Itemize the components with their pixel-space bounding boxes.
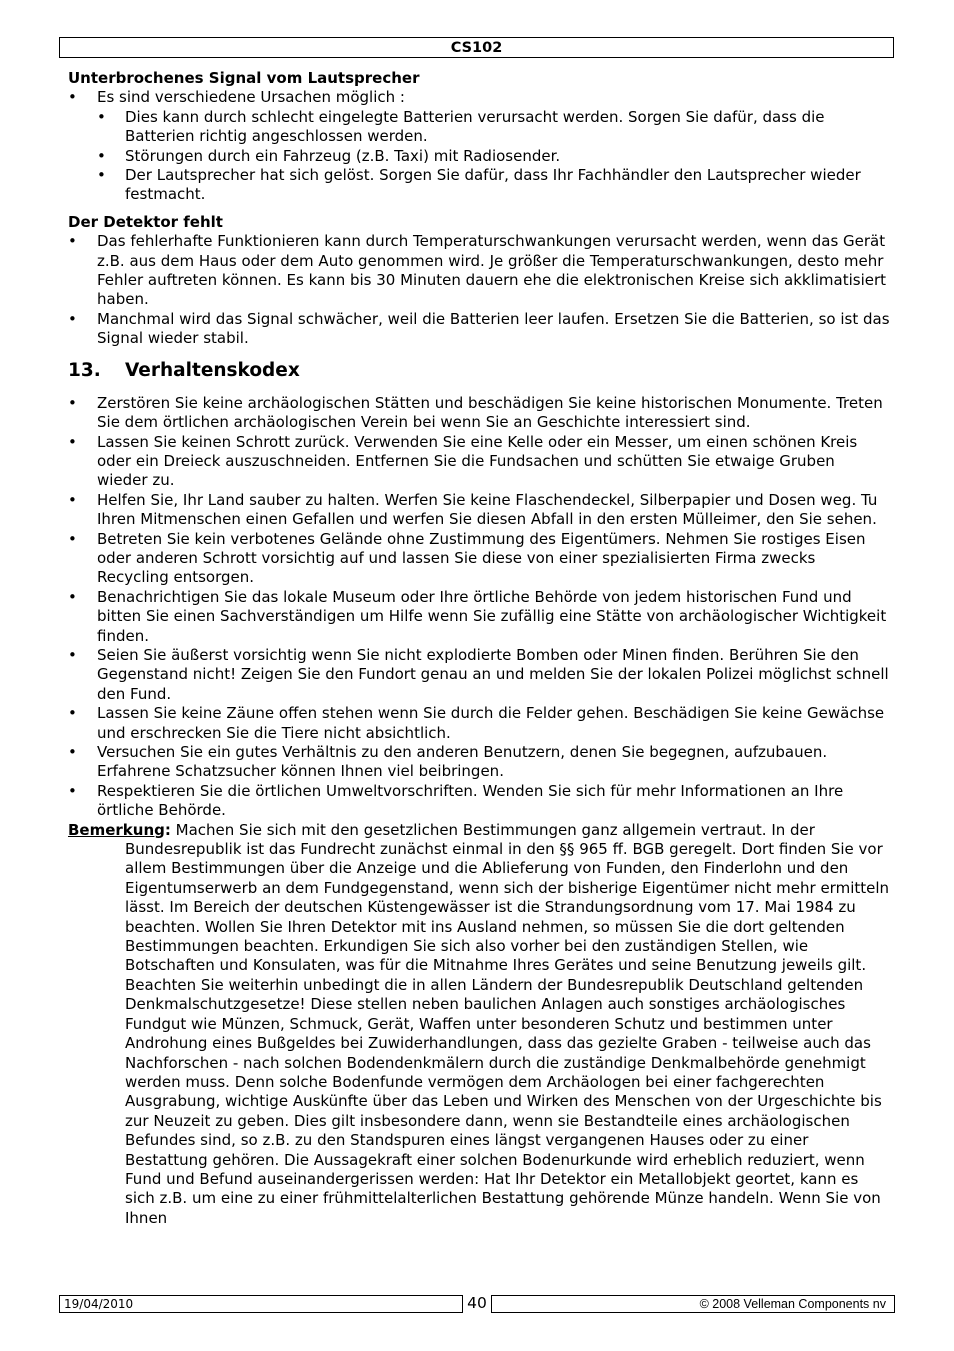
remark-first-line [68, 821, 890, 840]
remark-first-line-text: Machen Sie sich mit den gesetzlichen Bestimmungen ganz allgemein vertraut. In der [170, 820, 815, 839]
signal-list [68, 88, 890, 204]
remark-label: Bemerkung [68, 820, 165, 839]
section-number: 13. [68, 359, 101, 381]
list-item: • Lassen Sie keine Zäune offen stehen wenn Sie durch die Felder gehen. Beschädigen Sie keine Gewächse und erschrecken Sie die Tiere nicht absichtlich. [68, 704, 890, 743]
footer-copyright-box [491, 1295, 895, 1313]
list-item: • Störungen durch ein Fahrzeug (z.B. Taxi) mit Radiosender. [97, 147, 890, 166]
heading-interrupted-signal: Unterbrochenes Signal vom Lautsprecher [68, 69, 420, 87]
list-item: • Das fehlerhafte Funktionieren kann durch Temperaturschwankungen verursacht werden, wenn das Gerät z.B. aus dem Haus oder dem Auto genommen wird. Je größer die Temperaturschwankungen, desto mehr Fehler auftreten können. Es kann bis 30 Minuten dauern ehe die elektronischen Kreise sich akklimatisiert haben. [68, 232, 890, 310]
section-title: Verhaltenskodex [125, 359, 300, 381]
section-title-code-of-conduct [68, 359, 890, 383]
list-item: • Helfen Sie, Ihr Land sauber zu halten. Werfen Sie keine Flaschendeckel, Silberpapier und Dosen weg. Tu Ihren Mitmenschen einen Gefallen und werfen Sie diesen Abfall in den ersten Mülleimer, den Sie sehen. [68, 491, 890, 530]
signal-causes-list [97, 108, 890, 205]
list-item: • Betreten Sie kein verbotenes Gelände ohne Zustimmung des Eigentümers. Nehmen Sie rostiges Eisen oder anderen Schrott vorsichtig auf und lassen Sie diese von einer spezialisierten Firma zwecks Recycling entsorgen. [68, 530, 890, 588]
header-title: CS102 [450, 40, 503, 56]
remark-paragraph-2: Beachten Sie weiterhin unbedingt die in allen Ländern der Bundesrepublik Deutschland geltenden Denkmalschutzgesetze! Diese stellen neben baulichen Anlagen auch sonstiges archäologisches Fundgut wie Münzen, Schmuck, Gerät, Waffen unter besonderen Schutz und bestimmen unter Androhung eines Bußgeldes bei Zuwiderhandlungen, dass das gezielte Graben - teilweise auch das Nachforschen - nach solchen Bodendenkmälern durch die zuständige Denkmalbehörde genehmigt werden muss. Denn solche Bodenfunde vermögen dem Archäologen bei einer fachgerechten Ausgrabung, wichtige Auskünfte über das Leben und Wirken des Menschen von der Urgeschichte bis zur Neuzeit zu geben. Dies gilt insbesondere dann, wenn sie Bestandteile eines archäologischen Befundes sind, so z.B. zu den Standspuren eines längst vergangenen Hauses oder zu einer Bestattung gehören. Die Aussagekraft einer solchen Bodenurkunde wird erheblich reduziert, wenn Fund und Befund auseinandergerissen werden: Hat Ihr Detektor ein Metallobjekt geortet, kann es sich z.B. um eine zu einer frühmittelalterlichen Bestattung gehörende Münze handeln. Wenn Sie von Ihnen [125, 975, 882, 1227]
list-item: • Dies kann durch schlecht eingelegte Batterien verursacht werden. Sorgen Sie dafür, dass die Batterien richtig angeschlossen werden. [97, 108, 890, 147]
list-item: • Der Lautsprecher hat sich gelöst. Sorgen Sie dafür, dass Ihr Fachhändler den Lautsprecher wieder festmacht. [97, 166, 890, 205]
footer-copyright: © 2008 Velleman Components nv [699, 1297, 886, 1311]
remark-colon: : [164, 820, 171, 839]
footer-date: 19/04/2010 [64, 1297, 134, 1311]
heading-detector-missing: Der Detektor fehlt [68, 212, 223, 231]
list-item: • Manchmal wird das Signal schwächer, weil die Batterien leer laufen. Ersetzen Sie die Batterien, so ist das Signal wieder stabil. [68, 310, 890, 349]
page-header [59, 37, 894, 58]
detector-list [68, 232, 890, 348]
list-item: • Versuchen Sie ein gutes Verhältnis zu den anderen Benutzern, denen Sie begegnen, aufzubauen. Erfahrene Schatzsucher können Ihnen viel beibringen. [68, 743, 890, 782]
list-item: • Zerstören Sie keine archäologischen Stätten und beschädigen Sie keine historischen Monumente. Treten Sie dem örtlichen archäologischen Verein bei wenn Sie an Geschichte interessiert sind. [68, 394, 890, 433]
list-item: • Respektieren Sie die örtlichen Umweltvorschriften. Wenden Sie sich für mehr Informationen an Ihre örtliche Behörde. [68, 782, 890, 821]
footer-page-number: 40 [467, 1294, 487, 1312]
list-item: • Lassen Sie keinen Schrott zurück. Verwenden Sie eine Kelle oder ein Messer, um einen schönen Kreis oder ein Dreieck auszuschneiden. Entfernen Sie die Fundsachen und schütten Sie etwaige Gruben wieder zu. [68, 433, 890, 491]
code-of-conduct-list [68, 394, 890, 821]
footer-date-box [59, 1295, 463, 1313]
list-item: • Seien Sie äußerst vorsichtig wenn Sie nicht explodierte Bomben oder Minen finden. Berühren Sie den Gegenstand nicht! Zeigen Sie den Fundort genau an und melden Sie der lokalen Polizei möglichst schnell den Fund. [68, 646, 890, 704]
signal-intro: Es sind verschiedene Ursachen möglich : [97, 88, 405, 107]
list-item: • Benachrichtigen Sie das lokale Museum oder Ihre örtliche Behörde von jedem historischen Fund und bitten Sie einen Sachverständigen um Hilfe wenn Sie zufällig eine Stätte von archäologischer Wichtigkeit finden. [68, 588, 890, 646]
page-content [68, 69, 890, 1228]
remark-block [68, 821, 890, 1229]
remark-paragraph-1: Bundesrepublik ist das Fundrecht zunächst einmal in den §§ 965 ff. BGB geregelt. Dort finden Sie vor allem Bestimmungen über die Anzeige und die Ablieferung von Funden, den Finderlohn und den Eigentumserwerb an dem Fundgegenstand, wenn sich der bisherige Eigentümer nicht mehr ermitteln lässt. Im Bereich der deutschen Küstengewässer ist die Strandungsordnung vom 17. Mai 1984 zu beachten. Wollen Sie Ihren Detektor mit ins Ausland nehmen, so müssen Sie die dort geltenden Bestimmungen beachten. Erkundigen Sie sich also vorher bei den zuständigen Stellen, wie Botschaften und Konsulaten, was für die Mitnahme Ihres Gerätes und seine Benutzung jeweils gilt. [125, 840, 890, 975]
list-item [68, 88, 890, 204]
